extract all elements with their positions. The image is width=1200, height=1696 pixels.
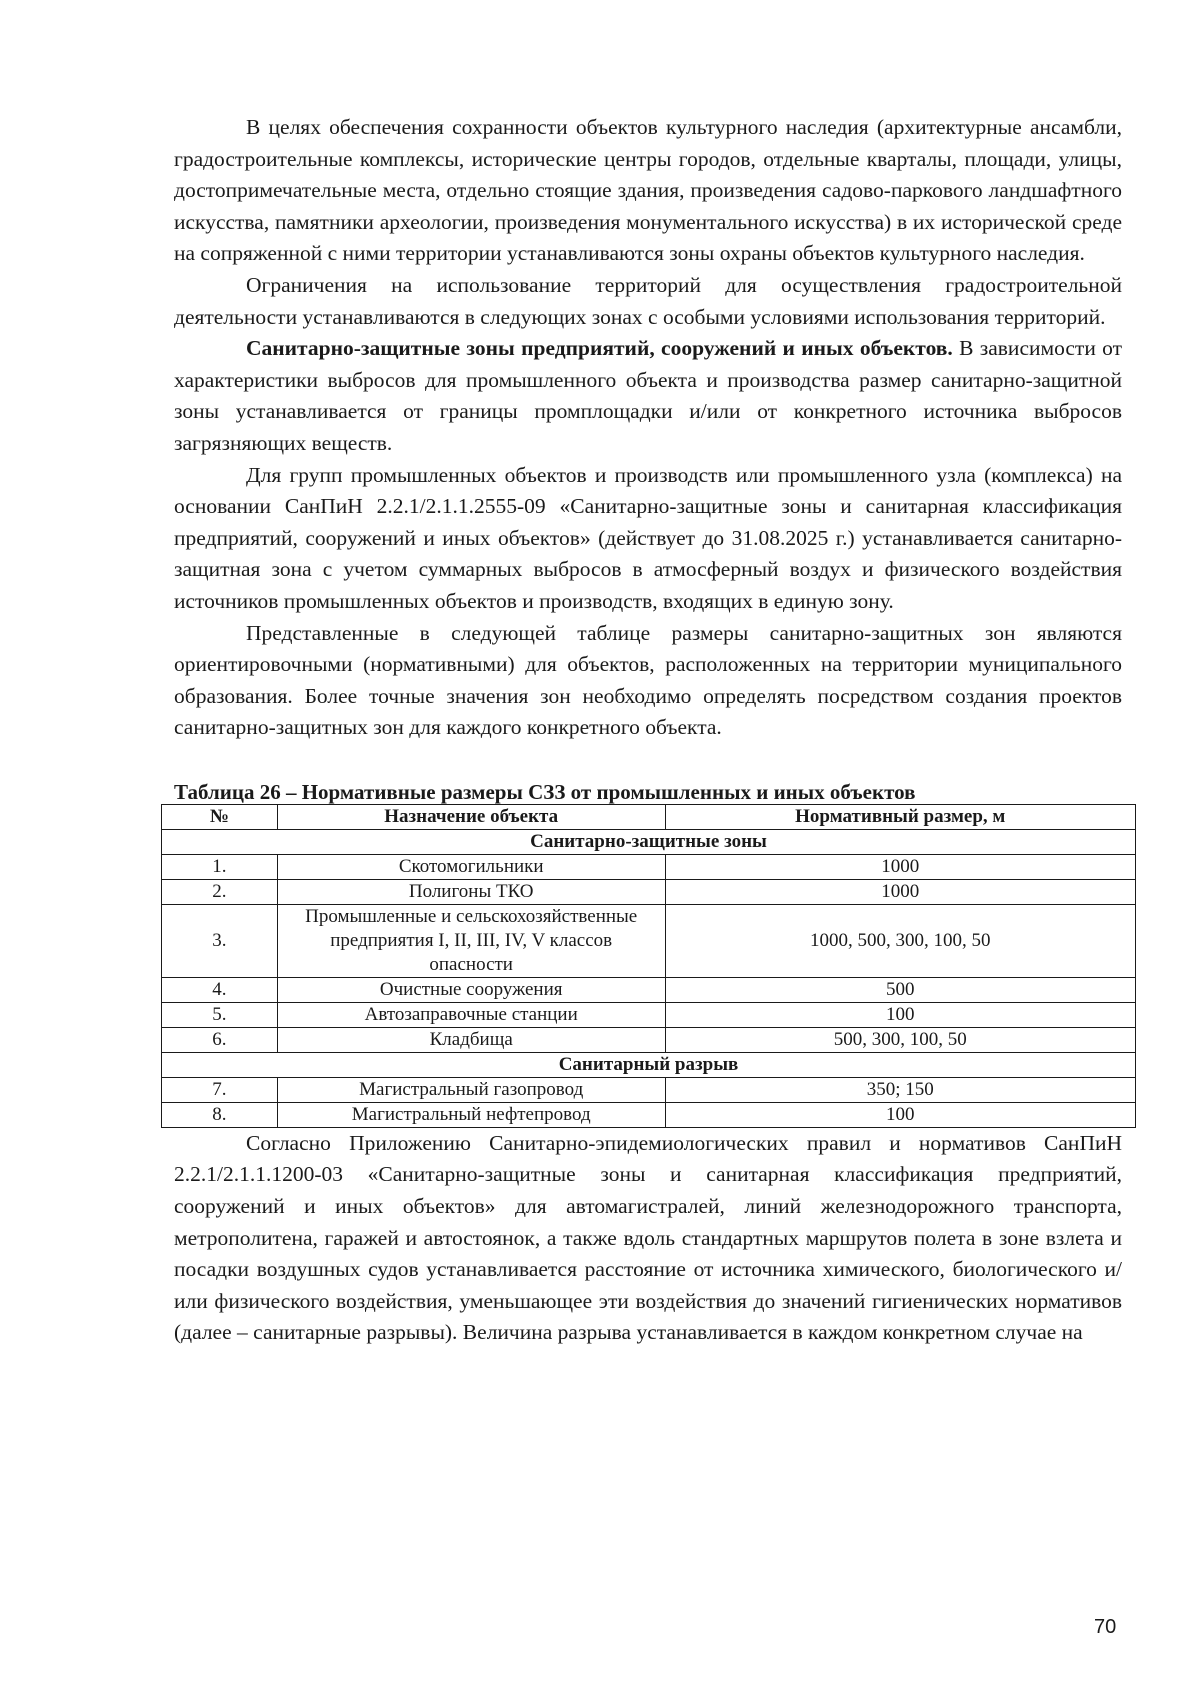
header-number: № — [162, 804, 278, 829]
row-number: 3. — [162, 904, 278, 977]
table-row — [162, 1002, 1136, 1027]
table-row — [162, 904, 1136, 977]
szz-table — [161, 804, 1136, 1128]
table-row — [162, 1077, 1136, 1102]
row-size: 100 — [665, 1002, 1135, 1027]
table-caption: Таблица 26 – Нормативные размеры СЗЗ от промышленных и иных объектов — [174, 779, 916, 804]
row-size: 1000 — [665, 854, 1135, 879]
paragraph-industrial-groups: Для групп промышленных объектов и производств или промышленного узла (комплекса) на основании СанПиН 2.2.1/2.1.1.2555-09 «Санитарно-защитные зоны и санитарная классификация предприятий, сооружений и иных объектов» (действует до 31.08.2025 г.) устанавливается санитарно-защитная зона с учетом суммарных выбросов в атмосферный воздух и физического воздействия источников промышленных объектов и производств, входящих в единую зону. — [174, 462, 1122, 613]
table-row — [162, 854, 1136, 879]
row-object: Магистральный нефтепровод — [277, 1102, 665, 1127]
paragraph-sanitary-gaps: Согласно Приложению Санитарно-эпидемиологических правил и нормативов СанПиН 2.2.1/2.1.1.1200-03 «Санитарно-защитные зоны и санитарная классификация предприятий, сооружений и иных объектов» для автомагистралей, линий железнодорожного транспорта, метрополитена, гаражей и автостоянок, а также вдоль стандартных маршрутов полета в зоне взлета и посадки воздушных судов устанавливается расстояние от источника химического, биологического и/или физического воздействия, уменьшающее эти воздействия до значений гигиенических нормативов (далее – санитарные разрывы). Величина разрыва устанавливается в каждом конкретном случае на — [174, 1130, 1122, 1345]
row-object: Промышленные и сельскохозяйственные предприятия I, II, III, IV, V классов опасности — [277, 904, 665, 977]
row-size: 1000, 500, 300, 100, 50 — [665, 904, 1135, 977]
paragraph-table-intro: Представленные в следующей таблице размеры санитарно-защитных зон являются ориентировочными (нормативными) для объектов, расположенных на территории муниципального образования. Более точные значения зон необходимо определять посредством создания проектов санитарно-защитных зон для каждого конкретного объекта. — [174, 620, 1122, 740]
row-object: Скотомогильники — [277, 854, 665, 879]
row-object: Кладбища — [277, 1027, 665, 1052]
document-page — [174, 112, 1122, 1349]
row-number: 6. — [162, 1027, 278, 1052]
row-object: Магистральный газопровод — [277, 1077, 665, 1102]
row-size: 500 — [665, 977, 1135, 1002]
sanitary-zones-text: В зависимости от характеристики выбросов для промышленного объекта и производства размер санитарно-защитной зоны устанавливается от границы промплощадки и/или от конкретного источника выбросов загрязняющих веществ. — [174, 336, 1123, 455]
row-size: 350; 150 — [665, 1077, 1135, 1102]
row-number: 8. — [162, 1102, 278, 1127]
table-row — [162, 977, 1136, 1002]
row-object: Полигоны ТКО — [277, 879, 665, 904]
row-size: 1000 — [665, 879, 1135, 904]
sanitary-zones-heading: Санитарно-защитные зоны предприятий, сооружений и иных объектов. — [246, 336, 953, 361]
table-row — [162, 879, 1136, 904]
row-number: 5. — [162, 1002, 278, 1027]
page-number: 70 — [1094, 1616, 1117, 1638]
paragraph-sanitary-zones — [174, 333, 1122, 459]
row-number: 7. — [162, 1077, 278, 1102]
row-object: Очистные сооружения — [277, 977, 665, 1002]
table-row — [162, 1102, 1136, 1127]
paragraph-cultural-heritage: В целях обеспечения сохранности объектов культурного наследия (архитектурные ансамбли, градостроительные комплексы, исторические центры городов, отдельные кварталы, площади, улицы, достопримечательные места, отдельно стоящие здания, произведения садово-паркового ландшафтного искусства, памятники археологии, произведения монументального искусства) в их исторической среде на сопряженной с ними территории устанавливаются зоны охраны объектов культурного наследия. — [174, 115, 1122, 266]
header-normative-size: Нормативный размер, м — [665, 804, 1135, 829]
paragraph-restrictions: Ограничения на использование территорий для осуществления градостроительной деятельности устанавливаются в следующих зонах с особыми условиями использования территорий. — [174, 272, 1122, 329]
row-object: Автозаправочные станции — [277, 1002, 665, 1027]
table-row — [162, 1027, 1136, 1052]
table-section-row — [162, 829, 1136, 854]
section-sanitary-zones: Санитарно-защитные зоны — [162, 829, 1136, 854]
table-header-row — [162, 804, 1136, 829]
row-number: 2. — [162, 879, 278, 904]
row-size: 500, 300, 100, 50 — [665, 1027, 1135, 1052]
row-number: 4. — [162, 977, 278, 1002]
section-sanitary-gap: Санитарный разрыв — [162, 1052, 1136, 1077]
header-object-purpose: Назначение объекта — [277, 804, 665, 829]
row-size: 100 — [665, 1102, 1135, 1127]
row-number: 1. — [162, 854, 278, 879]
table-section-row — [162, 1052, 1136, 1077]
